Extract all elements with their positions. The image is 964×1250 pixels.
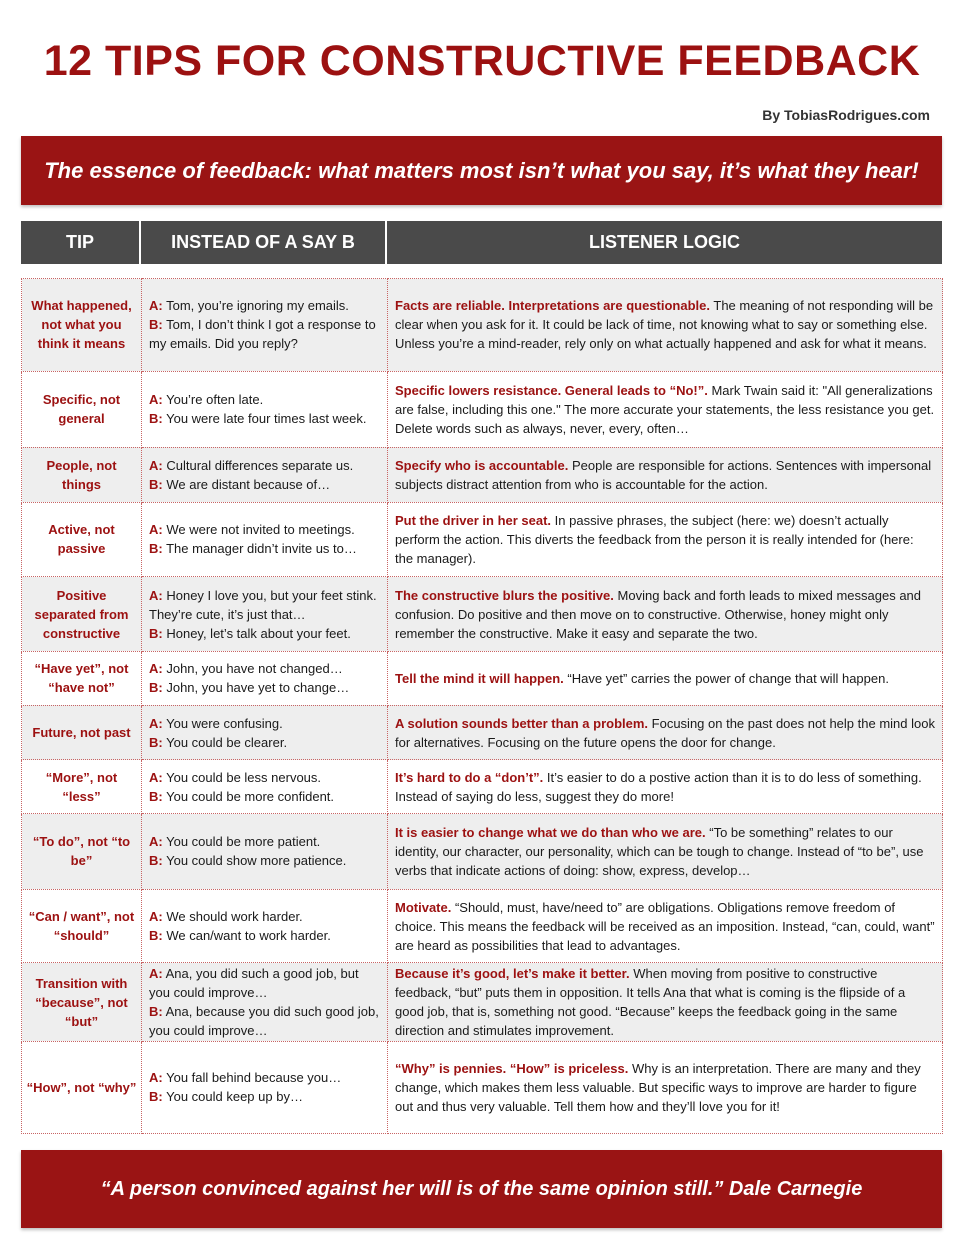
tip-name: “How”, not “why” (22, 1041, 142, 1133)
example-a (149, 456, 380, 475)
label-a: A: (149, 1070, 163, 1086)
example-a-text: You fall behind because you… (166, 1070, 342, 1086)
tip-name: Transition with “because”, not “but” (22, 963, 142, 1042)
label-a: A: (149, 661, 163, 677)
example-a-text: We were not invited to meetings. (166, 522, 355, 538)
logic-text: In passive phrases, the subject (here: we) doesn’t actually perform the action. This diverts the feedback from the person it is really intended for (here: the manager). (395, 512, 914, 566)
label-b: B: (149, 1004, 163, 1020)
listener-logic-cell (388, 502, 943, 577)
label-b: B: (149, 928, 163, 944)
example-b-text: We are distant because of… (166, 476, 331, 492)
logic-text: “Should, must, have/need to” are obligations. Obligations remove freedom of choice. This means the feedback will be received as an imposition. Instead, “can, could, want” are heard as possibilities that lead to advantages. (395, 899, 935, 953)
example-a-text: You were confusing. (166, 715, 283, 731)
logic-lead: It’s hard to do a “don’t”. (395, 769, 544, 785)
tip-name: What happened, not what you think it means (22, 279, 142, 372)
logic-lead: Because it’s good, let’s make it better. (395, 966, 630, 982)
table-row (22, 1041, 943, 1133)
listener-logic-cell (388, 577, 943, 652)
label-a: A: (149, 457, 163, 473)
table-row (22, 651, 943, 705)
example-b-text: You could be clearer. (166, 734, 288, 750)
listener-logic-cell (388, 447, 943, 502)
tips-table (21, 278, 943, 1134)
example-b (149, 624, 380, 643)
example-b-text: Ana, because you did such good job, you could improve… (149, 1004, 379, 1039)
header-instead: INSTEAD OF A SAY B (141, 221, 385, 264)
example-b (149, 787, 380, 806)
instead-cell (142, 279, 388, 372)
logic-lead: Facts are reliable. Interpretations are questionable. (395, 298, 710, 314)
logic-lead: Put the driver in her seat. (395, 512, 552, 528)
example-a-text: Tom, you’re ignoring my emails. (166, 298, 349, 314)
logic-text: Mark Twain said it: "All generalizations are false, including this one." The more accurate your statements, the less resistance you get. Delete words such as always, never, every, often… (395, 382, 935, 436)
label-b: B: (149, 1089, 163, 1105)
example-a (149, 832, 380, 851)
example-a (149, 296, 380, 315)
label-b: B: (149, 476, 163, 492)
label-b: B: (149, 788, 163, 804)
example-b-text: You were late four times last week. (166, 411, 367, 427)
instead-cell (142, 447, 388, 502)
tip-name: Specific, not general (22, 371, 142, 447)
label-a: A: (149, 834, 163, 850)
example-b (149, 315, 380, 353)
logic-lead: Specific lowers resistance. General leads to “No!”. (395, 382, 708, 398)
tip-name: “More”, not “less” (22, 760, 142, 814)
logic-lead: Motivate. (395, 899, 452, 915)
header-tip: TIP (21, 221, 139, 264)
example-a-text: You could be more patient. (166, 834, 321, 850)
logic-lead: Tell the mind it will happen. (395, 670, 564, 686)
label-b: B: (149, 317, 163, 333)
quote-text: “A person convinced against her will is of the same opinion still.” Dale Carnegie (100, 1177, 863, 1200)
instead-cell (142, 705, 388, 759)
tip-name: Positive separated from constructive (22, 577, 142, 652)
essence-banner (21, 136, 942, 205)
example-b (149, 678, 380, 697)
tip-name: Active, not passive (22, 502, 142, 577)
listener-logic-cell (388, 889, 943, 963)
tip-name: People, not things (22, 447, 142, 502)
instead-cell (142, 814, 388, 890)
example-a (149, 390, 380, 409)
example-b (149, 409, 380, 428)
example-a (149, 714, 380, 733)
instead-cell (142, 651, 388, 705)
table-row (22, 502, 943, 577)
label-b: B: (149, 853, 163, 869)
tip-name: Future, not past (22, 705, 142, 759)
example-b-text: Tom, I don’t think I got a response to my emails. Did you reply? (149, 317, 376, 352)
tip-name: “To do”, not “to be” (22, 814, 142, 890)
listener-logic-cell (388, 371, 943, 447)
example-b (149, 1002, 380, 1040)
example-b-text: We can/want to work harder. (166, 928, 331, 944)
page-title: 12 TIPS FOR CONSTRUCTIVE FEEDBACK (43, 37, 921, 85)
example-a (149, 520, 380, 539)
logic-lead: It is easier to change what we do than who we are. (395, 824, 706, 840)
logic-lead: “Why” is pennies. “How” is priceless. (395, 1060, 629, 1076)
tip-name: “Can / want”, not “should” (22, 889, 142, 963)
example-a-text: We should work harder. (166, 909, 303, 925)
listener-logic-cell (388, 963, 943, 1042)
example-a (149, 768, 380, 787)
byline: By TobiasRodrigues.com (762, 107, 930, 123)
table-row (22, 279, 943, 372)
table-row (22, 705, 943, 759)
example-b-text: Honey, let’s talk about your feet. (166, 625, 351, 641)
logic-text: “To be something” relates to our identity, our character, our personality, which can be tough to change. Instead of “to be”, use verbs that indicate actions of doing: show, express, develop… (395, 824, 924, 878)
example-b-text: The manager didn’t invite us to… (166, 541, 357, 557)
instead-cell (142, 889, 388, 963)
instead-cell (142, 371, 388, 447)
table-row (22, 371, 943, 447)
listener-logic-cell (388, 1041, 943, 1133)
example-b-text: You could show more patience. (166, 853, 347, 869)
example-a-text: John, you have not changed… (166, 661, 343, 677)
label-a: A: (149, 522, 163, 538)
label-a: A: (149, 966, 163, 982)
label-b: B: (149, 411, 163, 427)
example-a (149, 1068, 380, 1087)
example-b (149, 475, 380, 494)
example-b (149, 926, 380, 945)
label-b: B: (149, 541, 163, 557)
example-a (149, 659, 380, 678)
logic-lead: A solution sounds better than a problem. (395, 715, 649, 731)
table-row (22, 447, 943, 502)
instead-cell (142, 577, 388, 652)
logic-text: “Have yet” carries the power of change that will happen. (567, 670, 889, 686)
table-row (22, 577, 943, 652)
table-row (22, 889, 943, 963)
example-a (149, 964, 380, 1002)
listener-logic-cell (388, 279, 943, 372)
example-a-text: You’re often late. (166, 392, 264, 408)
quote-banner (21, 1150, 942, 1228)
example-b-text: You could be more confident. (166, 788, 335, 804)
tips-table-body (22, 279, 943, 1134)
label-a: A: (149, 298, 163, 314)
instead-cell (142, 1041, 388, 1133)
label-a: A: (149, 715, 163, 731)
example-a (149, 586, 380, 624)
example-b-text: You could keep up by… (166, 1089, 303, 1105)
table-row (22, 963, 943, 1042)
label-a: A: (149, 909, 163, 925)
logic-text: Focusing on the past does not help the mind look for alternatives. Focusing on the future opens the door for change. (395, 715, 935, 750)
header-listener-logic: LISTENER LOGIC (387, 221, 942, 264)
label-a: A: (149, 392, 163, 408)
logic-lead: The constructive blurs the positive. (395, 587, 614, 603)
example-b (149, 733, 380, 752)
instead-cell (142, 963, 388, 1042)
logic-text: When moving from positive to constructive feedback, “but” puts them in opposition. It tells Ana that what is coming is the flipside of a good job, that is, something not good. “Because” keeps the feedback going in the same direction and stimulates improvement. (395, 966, 906, 1039)
example-a-text: Cultural differences separate us. (166, 457, 354, 473)
example-b (149, 1087, 380, 1106)
label-b: B: (149, 680, 163, 696)
essence-text: The essence of feedback: what matters most isn’t what you say, it’s what they hear! (44, 157, 919, 183)
logic-text: Moving back and forth leads to mixed messages and confusion. Do positive and then move on to constructive. Otherwise, honey might only remember the constructive. Make it easy and separate the two. (395, 587, 922, 641)
instead-cell (142, 760, 388, 814)
example-a-text: Ana, you did such a good job, but you could improve… (149, 966, 359, 1001)
listener-logic-cell (388, 705, 943, 759)
label-b: B: (149, 734, 163, 750)
logic-text: Why is an interpretation. There are many and they change, which makes them less valuable. But specific ways to improve are harder to figure out and thus very valuable. Tell them how and they’ll love you for it! (395, 1060, 921, 1114)
example-b-text: John, you have yet to change… (166, 680, 350, 696)
instead-cell (142, 502, 388, 577)
listener-logic-cell (388, 814, 943, 890)
table-row (22, 760, 943, 814)
table-row (22, 814, 943, 890)
label-b: B: (149, 625, 163, 641)
listener-logic-cell (388, 760, 943, 814)
logic-lead: Specify who is accountable. (395, 457, 569, 473)
logic-text: The meaning of not responding will be clear when you ask for it. It could be lack of time, not knowing what to say or something else. Unless you’re a mind-reader, rely only on what actually happened and ask for what it means. (395, 298, 934, 352)
logic-text: People are responsible for actions. Sentences with impersonal subjects distract attention from who is accountable for the action. (395, 457, 932, 492)
tip-name: “Have yet”, not “have not” (22, 651, 142, 705)
logic-text: It’s easier to do a postive action than it is to do less of something. Instead of saying do less, suggest they do more! (395, 769, 922, 804)
example-a-text: Honey I love you, but your feet stink. They’re cute, it’s just that… (149, 587, 377, 622)
example-b (149, 851, 380, 870)
example-a-text: You could be less nervous. (166, 769, 322, 785)
label-a: A: (149, 587, 163, 603)
example-b (149, 539, 380, 558)
example-a (149, 907, 380, 926)
listener-logic-cell (388, 651, 943, 705)
label-a: A: (149, 769, 163, 785)
